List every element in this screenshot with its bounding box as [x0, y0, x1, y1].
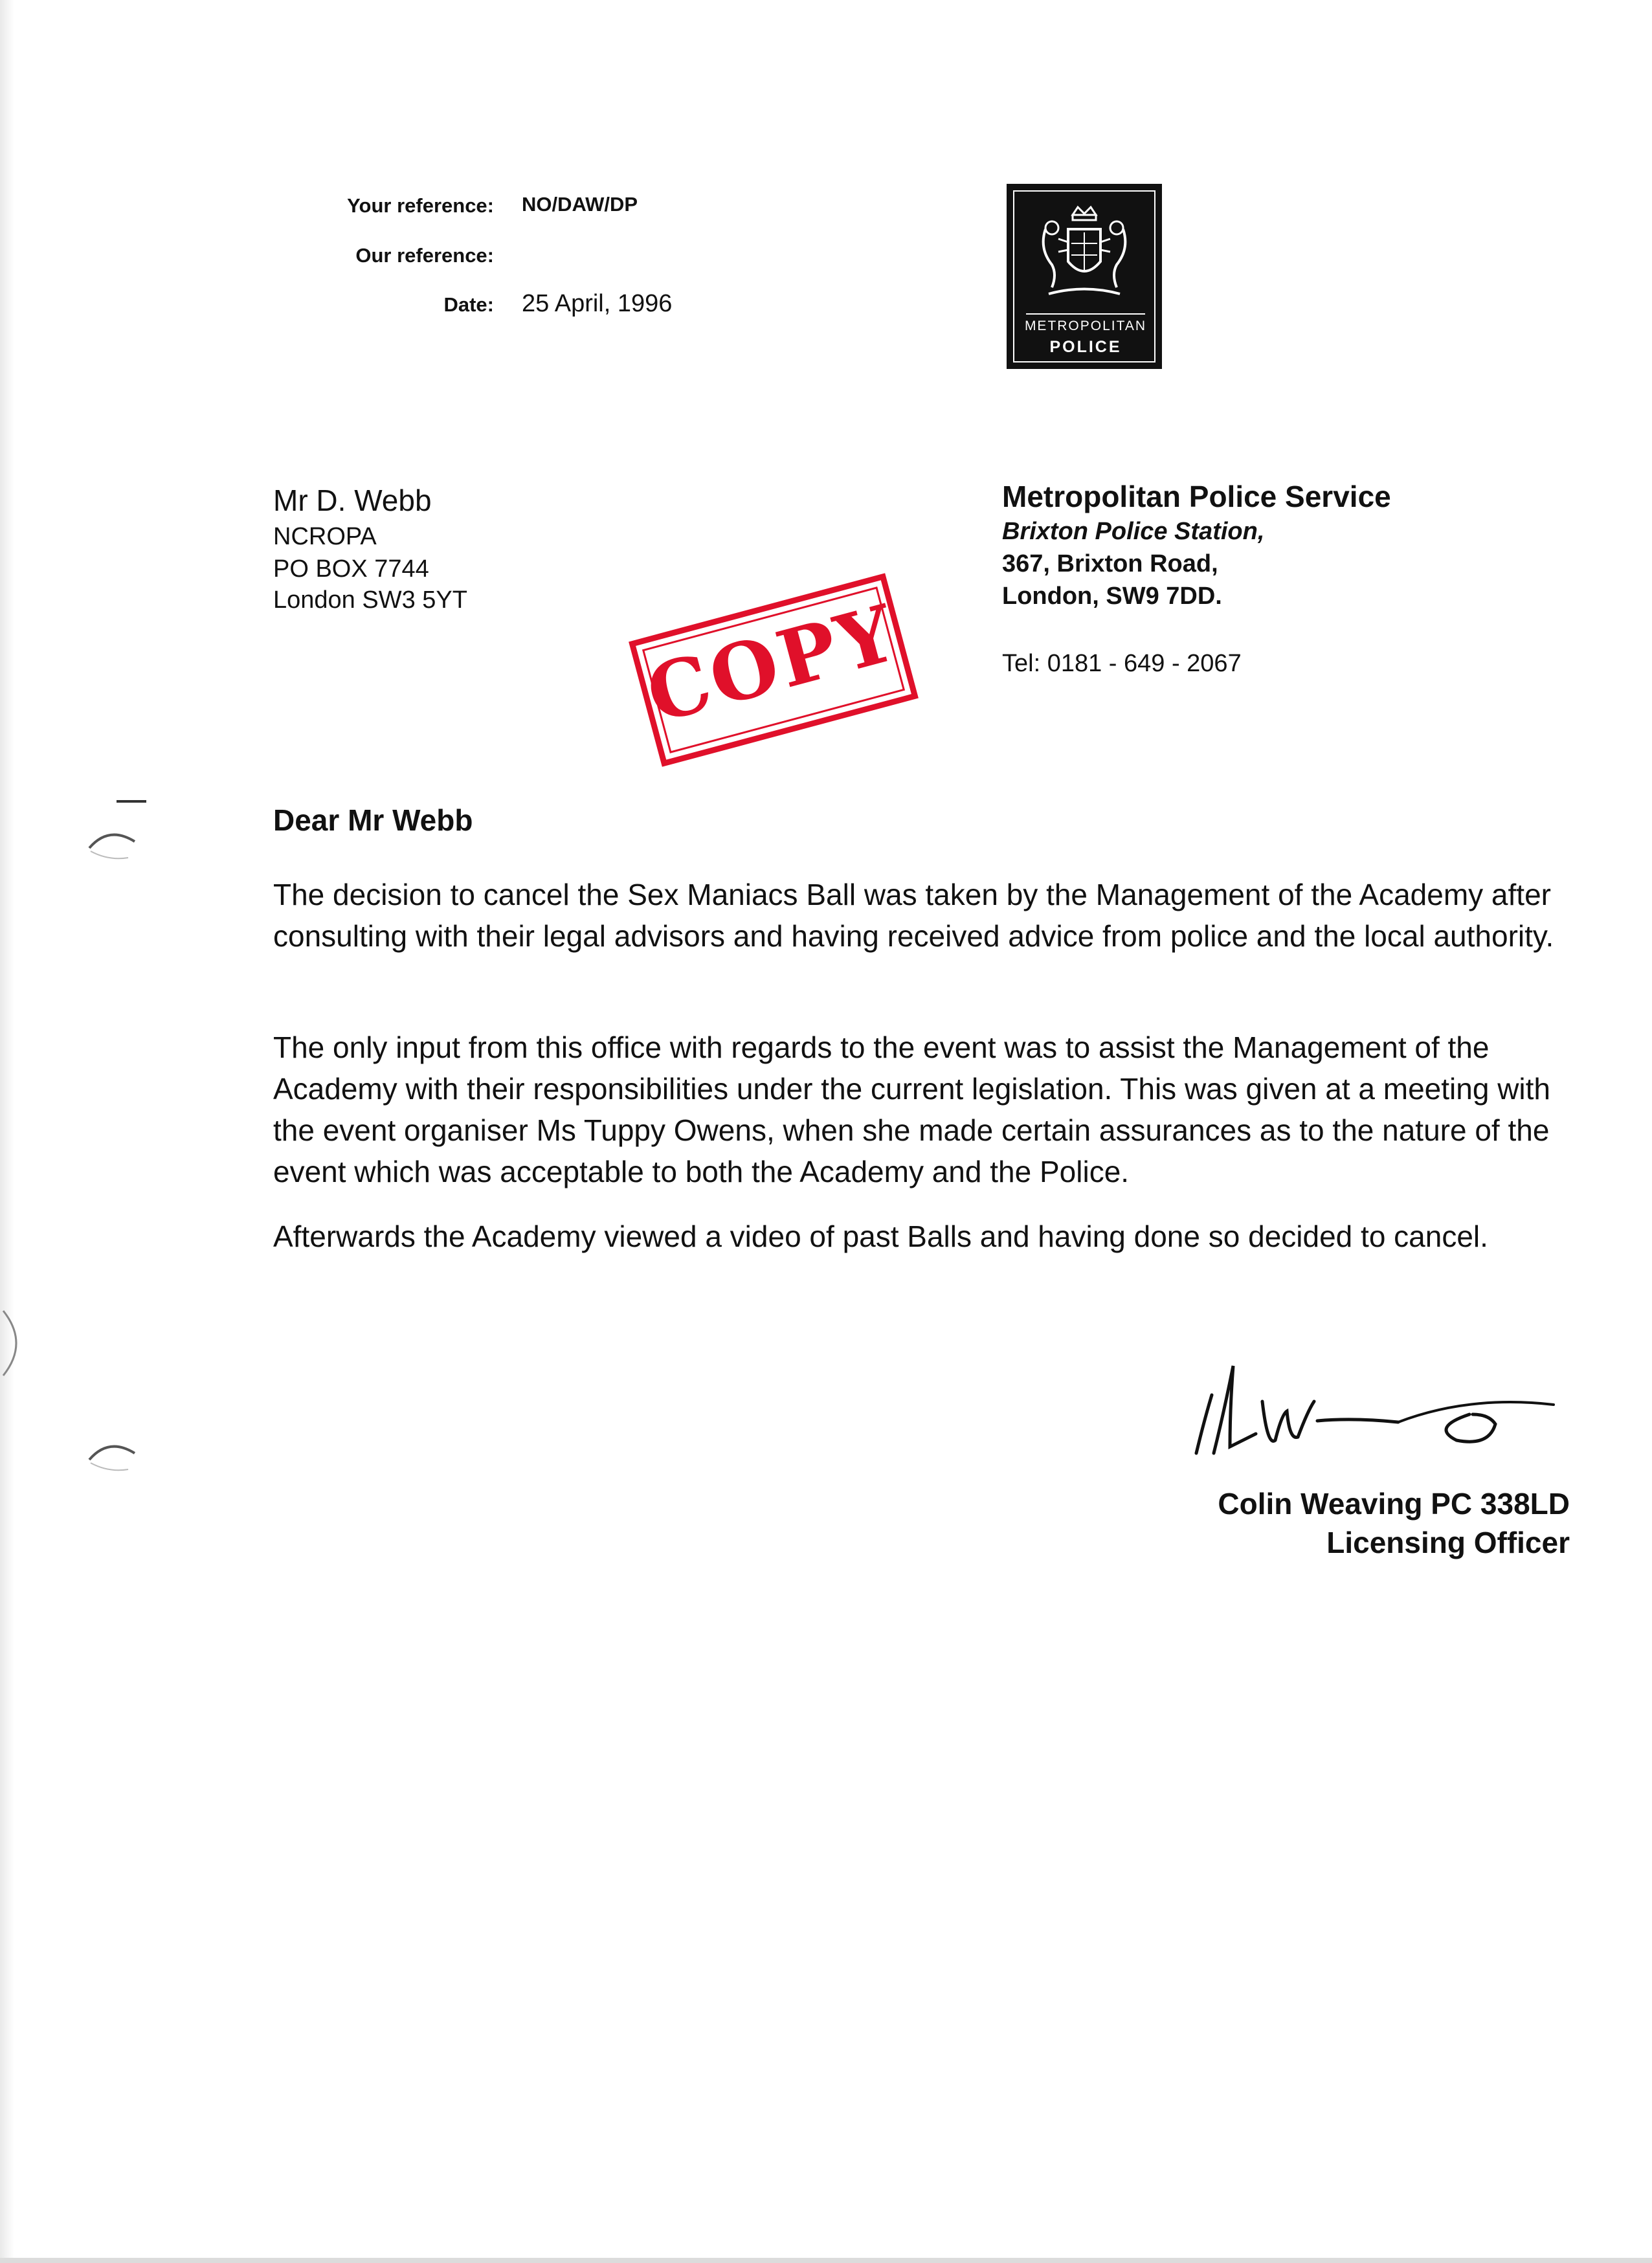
sender-city: London, SW9 7DD. — [1002, 583, 1222, 610]
metropolitan-police-logo — [1007, 184, 1162, 369]
handwritten-signature — [1185, 1350, 1560, 1463]
letter-paragraph: The decision to cancel the Sex Maniacs Ball was taken by the Management of the Academy after consulting with their legal advisors and having received advice from police and the local authority. — [273, 878, 1554, 953]
our-reference-label: Our reference: — [355, 244, 494, 267]
sender-organisation: Metropolitan Police Service — [1002, 480, 1391, 513]
recipient-name: Mr D. Webb — [273, 484, 432, 517]
logo-text-metropolitan: METROPOLITAN — [1024, 318, 1147, 333]
scan-left-edge — [0, 0, 14, 2263]
copy-stamp-text: COPY — [638, 587, 907, 741]
salutation: Dear Mr Webb — [273, 803, 473, 837]
crest-icon — [1032, 203, 1136, 307]
sender-street: 367, Brixton Road, — [1002, 550, 1218, 577]
letter-paragraph: The only input from this office with regards to the event was to assist the Management of the Academy with their responsibilities under the current legislation. This was given at a meeting with the event organiser Ms Tuppy Owens, when she made certain assurances as to the nature of the event which was acceptable to both the Academy and the Police. — [273, 1031, 1551, 1188]
signatory-title: Licensing Officer — [1326, 1526, 1570, 1559]
punch-hole-icon — [0, 1308, 26, 1379]
letter-paragraph: Afterwards the Academy viewed a video of past Balls and having done so decided to cancel. — [273, 1220, 1488, 1253]
copy-stamp — [629, 573, 919, 766]
punch-hole-icon — [83, 1434, 141, 1479]
recipient-line: NCROPA — [273, 523, 377, 550]
logo-text-police: POLICE — [1049, 338, 1122, 356]
date-value: 25 April, 1996 — [522, 290, 673, 317]
your-reference-value: NO/DAW/DP — [522, 193, 638, 216]
date-label: Date: — [443, 293, 494, 316]
punch-hole-icon — [83, 822, 141, 867]
signatory-name: Colin Weaving PC 338LD — [1218, 1487, 1570, 1521]
sender-telephone: Tel: 0181 - 649 - 2067 — [1002, 650, 1242, 677]
sender-station: Brixton Police Station, — [1002, 518, 1265, 545]
your-reference-label: Your reference: — [347, 194, 494, 217]
recipient-line: PO BOX 7744 — [273, 555, 429, 583]
recipient-line: London SW3 5YT — [273, 586, 467, 614]
margin-mark — [117, 800, 146, 803]
scan-bottom-edge — [0, 2258, 1652, 2263]
